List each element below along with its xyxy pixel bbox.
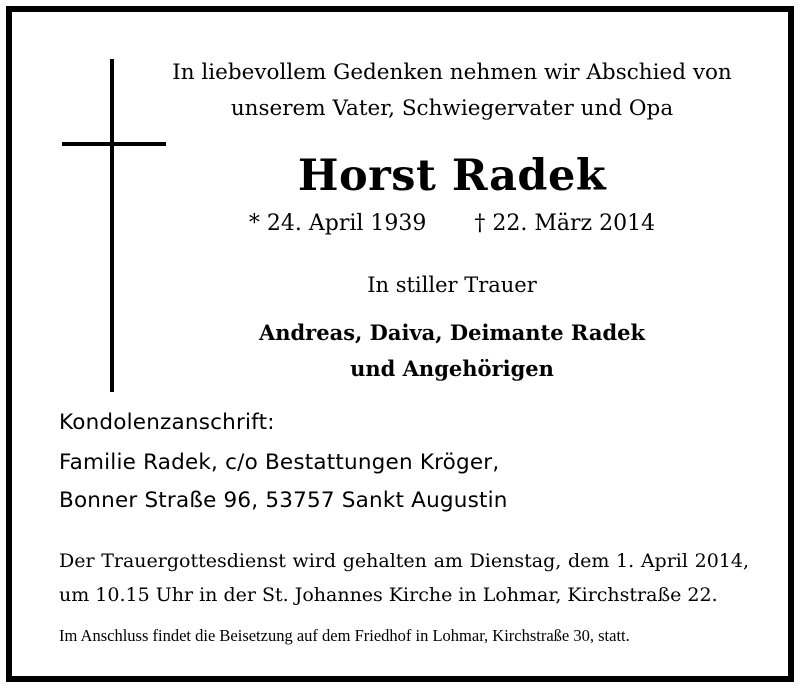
mourner-relatives: und Angehörigen xyxy=(350,356,554,381)
condolence-address-line-1: Familie Radek, c/o Bestattungen Kröger, xyxy=(59,450,500,475)
burial-note: Im Anschluss findet die Beisetzung auf dem Friedhof in Lohmar, Kirchstraße 30, statt. xyxy=(59,626,630,645)
mourning-heading: In stiller Trauer xyxy=(367,273,537,297)
condolence-address-line-2: Bonner Straße 96, 53757 Sankt Augustin xyxy=(59,488,508,513)
death-date: † 22. März 2014 xyxy=(474,211,656,236)
life-dates xyxy=(142,209,762,239)
condolence-label: Kondolenzanschrift: xyxy=(59,410,275,435)
intro-line-1: In liebevollem Gedenken nehmen wir Abschied von xyxy=(172,60,732,85)
mourner-names: Andreas, Daiva, Deimante Radek xyxy=(258,320,646,345)
obituary-notice xyxy=(6,6,794,682)
intro-line-2: unserem Vater, Schwiegervater und Opa xyxy=(230,96,674,121)
service-line-2: um 10.15 Uhr in der St. Johannes Kirche in Lohmar, Kirchstraße 22. xyxy=(59,584,718,606)
cross-icon-horizontal-bar xyxy=(62,142,166,146)
deceased-name: Horst Radek xyxy=(297,151,607,201)
cross-icon-vertical-bar xyxy=(110,59,114,392)
birth-date: * 24. April 1939 xyxy=(248,211,427,236)
service-line-1: Der Trauergottesdienst wird gehalten am Dienstag, dem 1. April 2014, xyxy=(59,550,749,572)
